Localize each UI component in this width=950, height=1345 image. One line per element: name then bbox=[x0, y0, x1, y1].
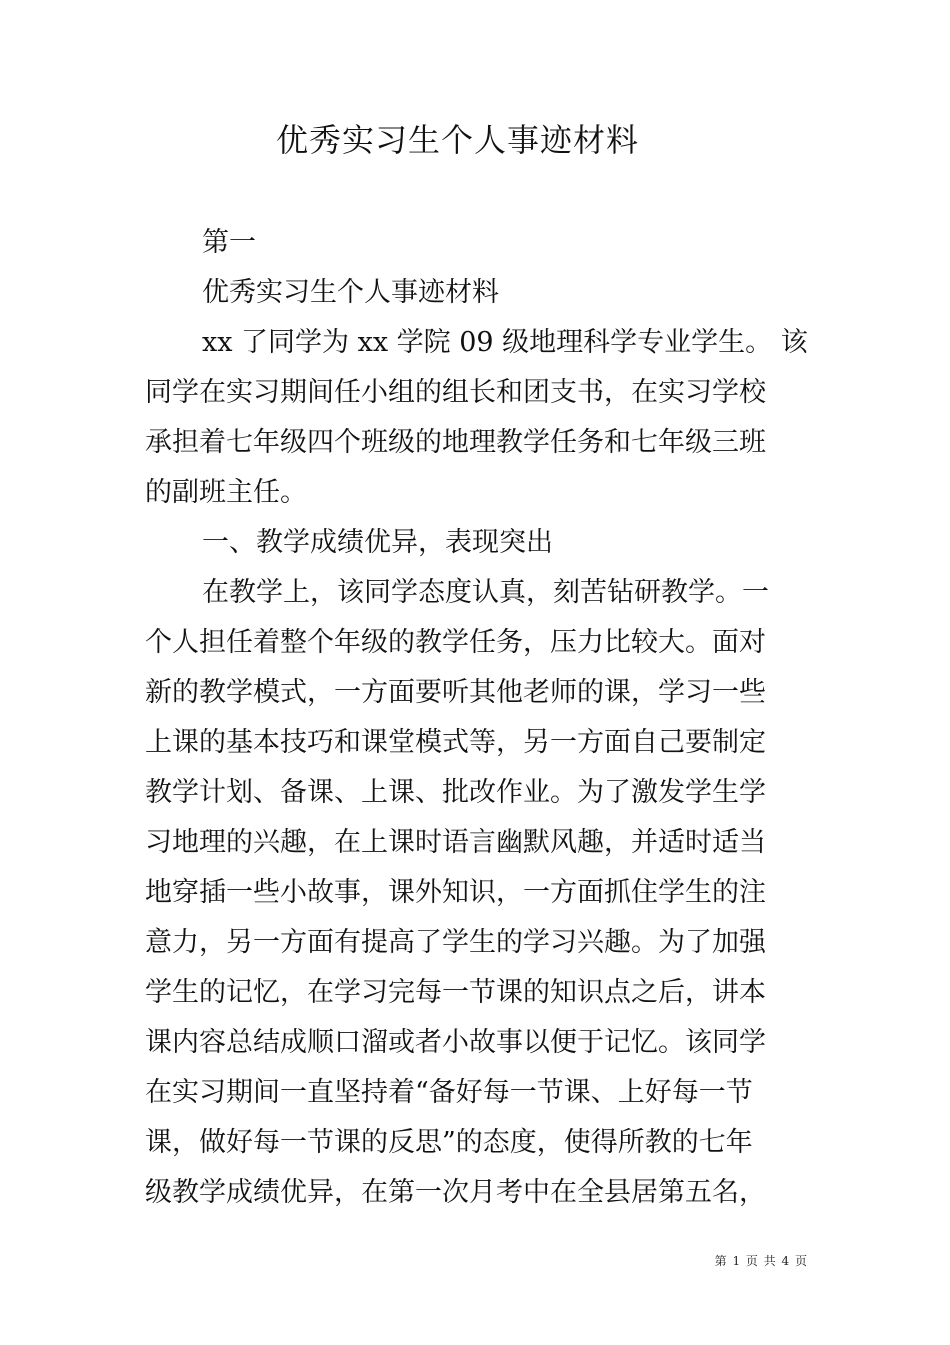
paragraph-line: 课内容总结成顺口溜或者小故事以便于记忆。该同学 bbox=[145, 1027, 766, 1058]
paragraph-line: 意力，另一方面有提高了学生的学习兴趣。为了加强 bbox=[145, 927, 766, 958]
section-heading: 第一 bbox=[202, 227, 256, 258]
section-heading: 一、教学成绩优异，表现突出 bbox=[202, 527, 553, 558]
paragraph-line: 同学在实习期间任小组的组长和团支书，在实习学校 bbox=[145, 377, 766, 408]
paragraph-line: 地穿插一些小故事，课外知识，一方面抓住学生的注 bbox=[145, 877, 766, 908]
paragraph-line: 课，做好每一节课的反思”的态度，使得所教的七年 bbox=[145, 1127, 753, 1158]
paragraph-line: 在实习期间一直坚持着“备好每一节课、上好每一节 bbox=[145, 1077, 753, 1108]
paragraph-line: 个人担任着整个年级的教学任务，压力比较大。面对 bbox=[145, 627, 766, 658]
paragraph-line: 上课的基本技巧和课堂模式等，另一方面自己要制定 bbox=[145, 727, 766, 758]
paragraph-line: 学生的记忆，在学习完每一节课的知识点之后，讲本 bbox=[145, 977, 766, 1008]
paragraph-line: 承担着七年级四个班级的地理教学任务和七年级三班 bbox=[145, 427, 766, 458]
paragraph-line: 的副班主任。 bbox=[145, 477, 307, 508]
section-subtitle: 优秀实习生个人事迹材料 bbox=[202, 277, 499, 308]
paragraph-line: 新的教学模式，一方面要听其他老师的课，学习一些 bbox=[145, 677, 766, 708]
paragraph-line: xx 了同学为 xx 学院 09 级地理科学专业学生。 该 bbox=[202, 327, 808, 358]
paragraph-line: 级教学成绩优异，在第一次月考中在全县居第五名， bbox=[145, 1177, 766, 1208]
page-number: 第 1 页 共 4 页 bbox=[714, 1254, 808, 1268]
paragraph-line: 习地理的兴趣，在上课时语言幽默风趣，并适时适当 bbox=[145, 827, 766, 858]
document-body bbox=[145, 218, 810, 1218]
document-title: 优秀实习生个人事迹材料 bbox=[275, 121, 639, 159]
paragraph-line: 在教学上，该同学态度认真，刻苦钻研教学。一 bbox=[202, 577, 769, 608]
paragraph-line: 教学计划、备课、上课、批改作业。为了激发学生学 bbox=[145, 777, 766, 808]
